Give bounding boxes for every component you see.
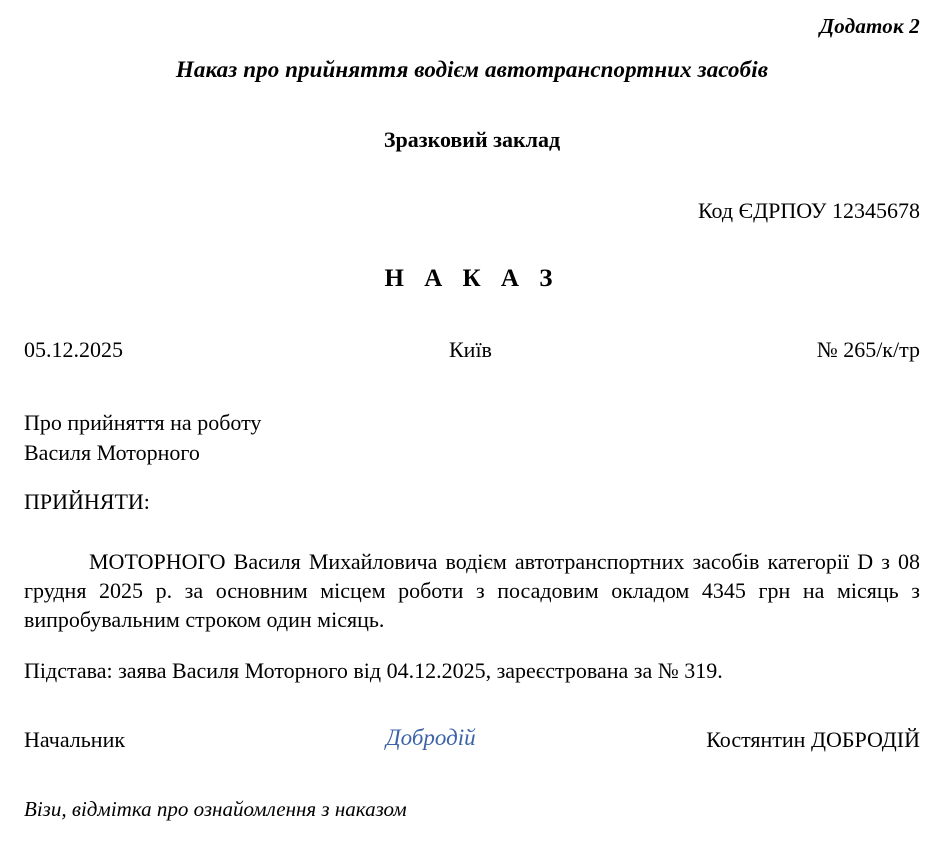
order-place: Київ (449, 337, 492, 362)
signer-position: Начальник (24, 727, 126, 752)
organization-name: Зразковий заклад (383, 127, 561, 152)
order-meta-row (24, 337, 920, 365)
signature-mark: Добродій (386, 725, 476, 750)
order-subject-line-1: Про прийняття на роботу (24, 410, 262, 435)
order-action-word: ПРИЙНЯТИ: (24, 489, 150, 514)
edrpou-code: Код ЄДРПОУ 12345678 (697, 198, 920, 223)
order-subject-line-2: Василя Моторного (24, 440, 200, 465)
signature-row (24, 727, 920, 759)
order-subject (24, 408, 261, 468)
order-basis: Підстава: заява Василя Моторного від 04.12.2025, зареєстрована за № 319. (24, 658, 723, 683)
annex-label: Додаток 2 (819, 14, 920, 38)
order-body-paragraph: МОТОРНОГО Василя Михайловича водієм автотранспортних засобів категорії D з 08 грудня 2025 р. за основним місцем роботи з посадовим окладом 4345 грн на місяць з випробувальним строком один місяць. (24, 549, 920, 632)
order-date: 05.12.2025 (24, 337, 123, 362)
document-title: Наказ про прийняття водієм автотранспортних засобів (175, 57, 769, 82)
footer-note: Візи, відмітка про ознайомлення з наказом (24, 797, 407, 821)
order-number: № 265/к/тр (816, 337, 920, 362)
order-heading: Н А К А З (384, 265, 560, 292)
signer-name: Костянтин ДОБРОДІЙ (706, 727, 920, 752)
